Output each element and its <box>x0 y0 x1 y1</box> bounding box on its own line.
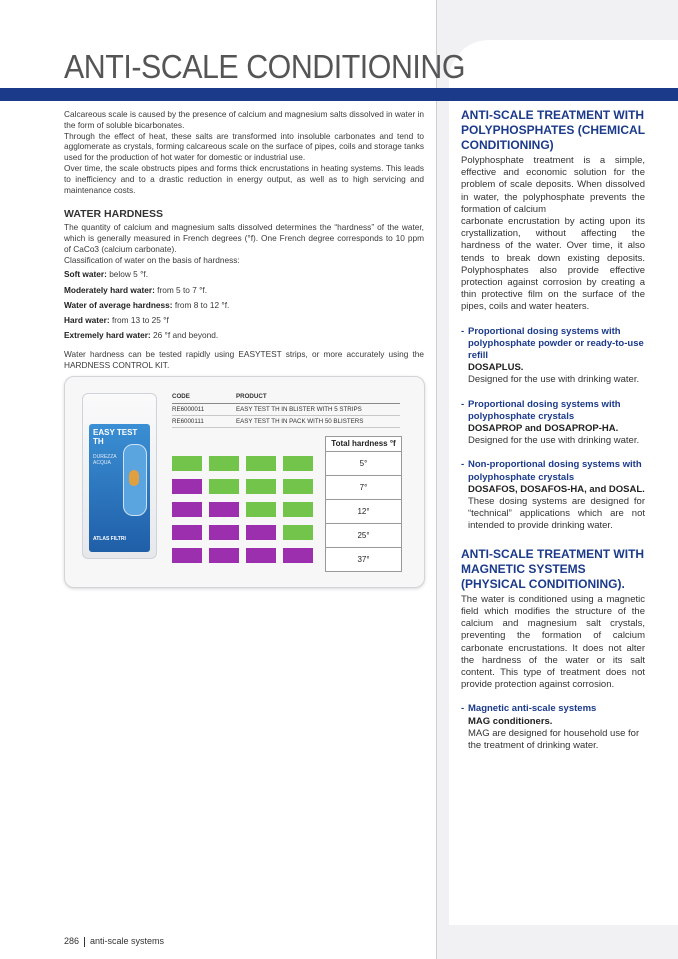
dosing-system-product: DOSAPLUS. <box>468 362 524 374</box>
swatch-purple <box>246 548 276 563</box>
title-band <box>0 88 678 101</box>
swatch-row <box>172 456 313 471</box>
polyphosphates-paragraph-1: Polyphosphate treatment is a simple, effective and economic solution for the problem of scale deposits. When dissolved in water, the polyphosphate prevents the formation of calcium <box>461 155 645 215</box>
swatch-purple <box>172 525 202 540</box>
swatch-purple <box>209 525 239 540</box>
hardness-value: 5° <box>326 452 401 476</box>
magnetic-system-product: MAG conditioners. <box>468 715 553 727</box>
swatch-green <box>209 479 239 494</box>
column-divider <box>436 0 437 959</box>
swatch-purple <box>172 548 202 563</box>
dosing-system-description: Designed for the use with drinking water. <box>468 374 640 386</box>
water-hardness-heading: WATER HARDNESS <box>64 208 163 221</box>
hardness-value: 12° <box>326 500 401 524</box>
hardness-class: Extremely hard water: 26 °f and beyond. <box>64 330 219 341</box>
hardness-value: 7° <box>326 476 401 500</box>
intro-paragraph-1: Calcareous scale is caused by the presence of calcium and magnesium salts dissolved in water in the form of soluble bicarbonates. <box>64 109 424 130</box>
magnetic-systems-heading: ANTI-SCALE TREATMENT WITH MAGNETIC SYSTEMS (PHYSICAL CONDITIONING). <box>461 546 645 591</box>
swatch-row <box>172 479 313 494</box>
product-code-table <box>172 393 400 428</box>
dosing-system-heading: Proportional dosing systems with polyphosphate crystals <box>468 398 621 422</box>
total-hardness-table <box>325 436 402 572</box>
dosing-system-product: DOSAFOS, DOSAFOS-HA, and DOSAL. <box>468 483 645 495</box>
water-hardness-paragraph-2: Classification of water on the basis of hardness: <box>64 254 240 265</box>
swatch-purple <box>209 502 239 517</box>
table-row: RE6000011 EASY TEST TH IN BLISTER WITH 5 STRIPS <box>172 404 400 416</box>
total-hardness-header: Total hardness °f <box>326 437 401 452</box>
swatch-green <box>246 456 276 471</box>
water-hardness-paragraph-3: Water hardness can be tested rapidly using EASYTEST strips, or more accurately using the HARDNESS CONTROL KIT. <box>64 348 424 370</box>
page-title: ANTI-SCALE CONDITIONING <box>64 48 466 85</box>
table-row: RE6000111 EASY TEST TH IN PACK WITH 50 BLISTERS <box>172 416 400 428</box>
footer-separator <box>84 937 85 947</box>
package-text: DUREZZA ACQUA <box>93 454 117 466</box>
left-column <box>64 109 424 371</box>
dosing-system-heading: Non-proportional dosing systems with polyphosphate crystals <box>468 459 642 483</box>
package-brand: EASY TEST TH <box>93 428 138 446</box>
color-swatch-grid <box>172 436 325 569</box>
intro-paragraph-2: Through the effect of heat, these salts are transformed into insoluble carbonates and tend to agglomerate as crystals, forming calcareous scale on the surface of pipes, coils and storage tanks used for the production of hot water for domestic or industrial use. <box>64 130 424 163</box>
magnetic-systems-paragraph: The water is conditioned using a magnetic field which modifies the structure of the calcium and magnesium salt crystals, preventing the formation of calcium carbonate encrustations. It does not alter the hardness of the water or its salt content. This type of treatment does not provide protection against corrosion. <box>461 593 645 691</box>
dosing-system-heading: Proportional dosing systems with polyphosphate powder or ready-to-use refill <box>468 325 644 362</box>
dosing-system-item: - Non-proportional dosing systems with polyphosphate crystals DOSAFOS, DOSAFOS-HA, and DOSAL. These dosing systems are designed for “technical” applications which are not intended to provide drinking water. <box>461 459 645 532</box>
footer-section: anti-scale systems <box>90 936 165 946</box>
dosing-system-product: DOSAPROP and DOSAPROP-HA. <box>468 423 619 435</box>
hardness-class: Water of average hardness: from 8 to 12 °f. <box>64 299 230 310</box>
swatch-green <box>283 479 313 494</box>
dosing-system-item: - Proportional dosing systems with polyphosphate powder or ready-to-use refill DOSAPLUS. Designed for the use with drinking water. <box>461 325 644 386</box>
package-logo: ATLAS FILTRI <box>93 536 126 542</box>
swatch-green <box>246 479 276 494</box>
swatch-purple <box>283 548 313 563</box>
polyphosphates-paragraph-2: carbonate encrustation by acting upon its crystallization, without affecting the hardness of the water. Over time, it also tends to break down existing deposits. Polyphosphates also provide effective protection against corrosion by creating a thin protective film on the surface of the pipes, coils and water heaters. <box>461 216 645 313</box>
swatch-green <box>283 525 313 540</box>
water-hardness-paragraph-1: The quantity of calcium and magnesium salts dissolved determines the “hardness” of the water, which is generally measured in French degrees (°f). One French degree corresponds to 10 ppm of CaCo3 (calcium carbonate). <box>64 222 424 254</box>
hardness-class: Hard water: from 13 to 25 °f <box>64 314 169 325</box>
dosing-system-description: Designed for the use with drinking water. <box>468 435 640 447</box>
easytest-package-image <box>82 393 157 559</box>
hardness-class: Moderately hard water: from 5 to 7 °f. <box>64 284 208 295</box>
page-footer <box>64 936 164 947</box>
magnetic-system-item: - Magnetic anti-scale systems MAG conditioners. MAG are designed for household use for the treatment of drinking water. <box>461 703 645 752</box>
dosing-system-description: These dosing systems are designed for “technical” applications which are not intended to provide drinking water. <box>468 496 645 532</box>
intro-paragraph-3: Over time, the scale obstructs pipes and forms thick encrustations in heating systems. This leads to inefficiency and to a drastic reduction in energy output, as well as to high servicing and maintenance costs. <box>64 162 424 195</box>
page-number: 286 <box>64 936 80 946</box>
swatch-green <box>246 502 276 517</box>
dosing-system-item: - Proportional dosing systems with polyphosphate crystals DOSAPROP and DOSAPROP-HA. Designed for the use with drinking water. <box>461 399 645 448</box>
swatch-purple <box>172 479 202 494</box>
magnetic-system-description: MAG are designed for household use for the treatment of drinking water. <box>468 727 640 751</box>
swatch-purple <box>172 502 202 517</box>
hardness-value: 37° <box>357 555 370 564</box>
swatch-green <box>283 456 313 471</box>
swatch-green <box>283 502 313 517</box>
swatch-purple <box>209 548 239 563</box>
strip-pad-icon <box>129 470 139 486</box>
right-column <box>461 108 645 752</box>
hardness-class: Soft water: below 5 °f. <box>64 269 149 280</box>
swatch-purple <box>246 525 276 540</box>
swatch-row <box>172 502 313 517</box>
swatch-row <box>172 548 313 563</box>
swatch-row <box>172 525 313 540</box>
hardness-value: 25° <box>326 524 401 548</box>
hardness-classes <box>64 269 424 341</box>
code-table-header: CODE PRODUCT <box>172 393 400 404</box>
polyphosphates-heading: ANTI-SCALE TREATMENT WITH POLYPHOSPHATES (CHEMICAL CONDITIONING) <box>461 108 645 152</box>
swatch-green <box>172 456 202 471</box>
swatch-green <box>209 456 239 471</box>
magnetic-system-heading: Magnetic anti-scale systems <box>468 703 597 715</box>
